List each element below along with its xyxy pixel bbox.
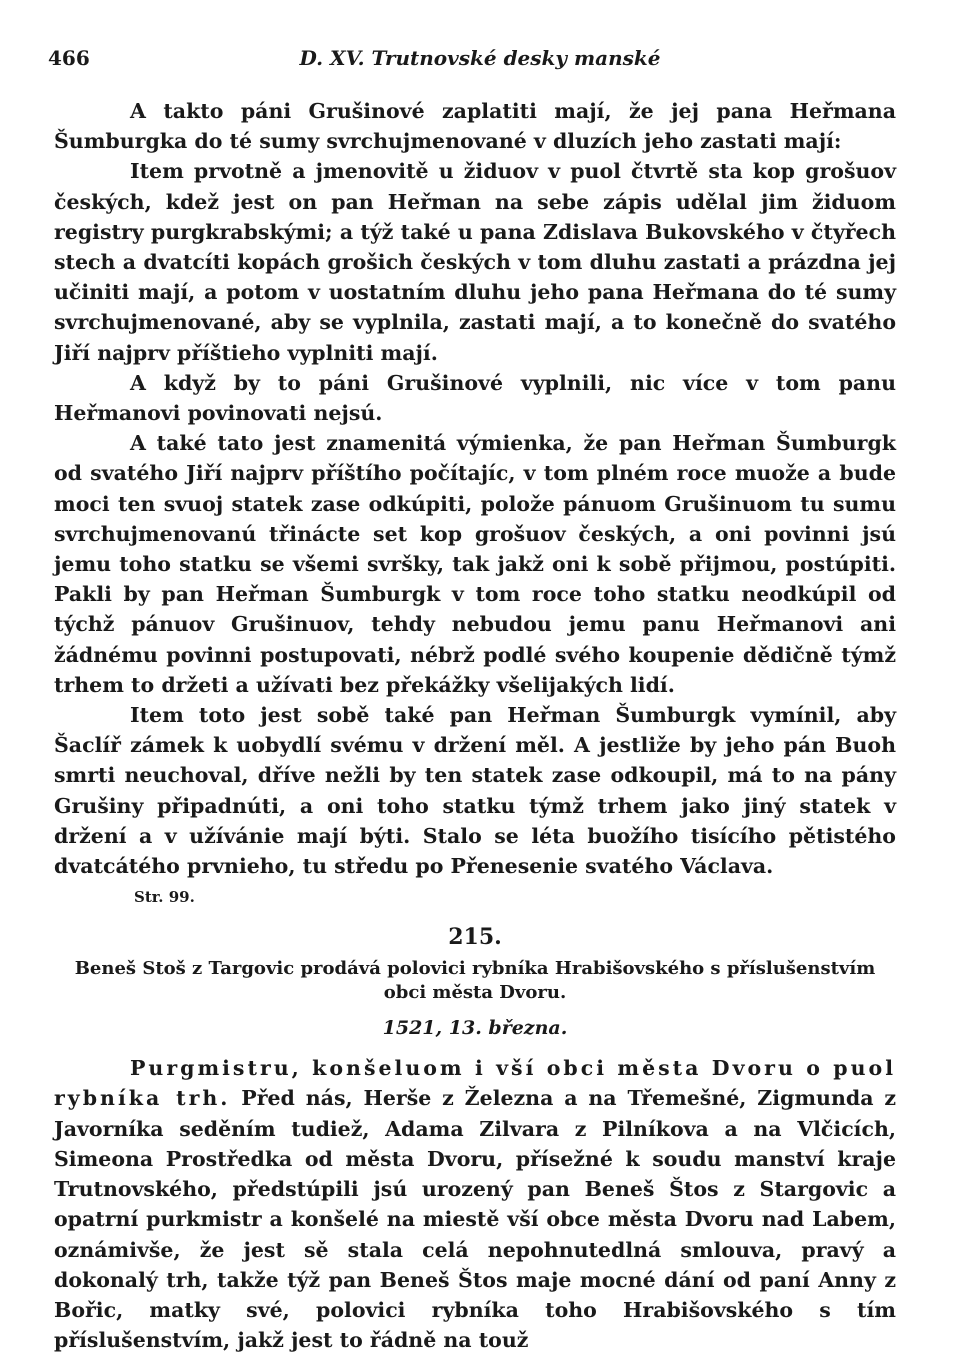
running-head: D. XV. Trutnovské desky manské: [299, 46, 661, 70]
paragraph: Item prvotně a jmenovitě u židuov v puol čtvrtě sta kop grošuov českých, kdež jest on pan Heřman na sebe zápis udělal jim židuom registry purgkrabskými; a týž také u pana Zdislava Bukovského v čtyřech stech a dvatcíti kopách grošich českých v tom dluhu zastati a prázdna jej učiniti mají, a potom v uostatním dluhu jeho pana Heřmana do té sumy svrchujmenované, aby se vyplnila, zastati mají, a to konečně do svatého Jiří najprv příštieho vyplniti mají.: [54, 159, 896, 365]
paragraph: Item toto jest sobě také pan Heřman Šumburgk vymínil, aby Šaclíř zámek k uobydlí svému v držení měl. A jestliže by jeho pán Buoh smrti neuchoval, dříve nežli by ten statek zase odkoupil, má to na pány Grušiny připadnúti, a oni toho statku týmž trhem jako jiný statek v držení a v užívánie mají býti. Stalo se léta buožího tisícího pětistého dvatcátého prvnieho, tu středu po Přenesenie svatého Václava.: [54, 703, 896, 879]
paragraph: A když by to páni Grušinové vyplnili, nic více v tom panu Heřmanovi povinovati nejsú.: [54, 370, 896, 426]
document-date: 1521, 13. března.: [382, 1017, 568, 1040]
page-reference: Str. 99.: [134, 888, 195, 907]
document-number: 215.: [448, 924, 502, 951]
paragraph: A také tato jest znamenitá výmienka, že pan Heřman Šumburgk od svatého Jiří najprv příštího počítajíc, v tom plném roce muože a bude moci ten svuoj statek zase odkúpiti, polože pánuom Grušinuom tu sumu svrchujmenovanú třinácte set kop grošuov českých, a oni povinni jsú jemu toho statku se všemi svršky, tak jakž oni k sobě přijmou, postúpiti. Pakli by pan Heřman Šumburgk v tom roce toho statku neodkúpil od týchž pánuov Grušinuov, tehdy nebudou jemu panu Heřmanovi ani žádnému povinni postupovati, nébrž podlé svého koupenie dědičně týmž trhem to držeti a užívati bez překážky všelijakých lidí.: [54, 431, 896, 697]
page-number: 466: [48, 46, 90, 70]
document-opening: Purgmistru, konšeluom i vší obci města Dvoru o puol rybníka trh.: [54, 1056, 896, 1111]
page-header: [48, 46, 912, 76]
main-text: [54, 96, 896, 1355]
document-title: Beneš Stoš z Targovic prodává polovici rybníka Hrabišovského s příslušenstvím obci města Dvoru.: [74, 958, 876, 1004]
paragraph: A takto páni Grušinové zaplatiti mají, že jej pana Heřmana Šumburgka do té sumy svrchujmenované v dluzích jeho zastati mají:: [54, 99, 896, 154]
document-body: [54, 1053, 896, 1355]
document-body-text: Před nás, Herše z Železna a na Třemešné, Zigmunda z Javorníka seděním tudiež, Adama Zilvara z Pilníkova a na Vlčicích, Simeona Prostředka od města Dvoru, přísežné k soudu manství kraje Trutnovského, předstúpili jsú urozený pan Beneš Štos z Stargovic a opatrní purkmistr a konšelé na miestě vší obce města Dvoru nad Labem, oznámivše, že jest sě stala celá nepohnutedlná smlouva, pravý a dokonalý trh, takže týž pan Beneš Štos maje mocné dání od paní Anny z Bořic, matky své, polovici rybníka toho Hrabišovského s tím příslušenstvím, jakž jest to řádně na touž: [54, 1086, 896, 1353]
